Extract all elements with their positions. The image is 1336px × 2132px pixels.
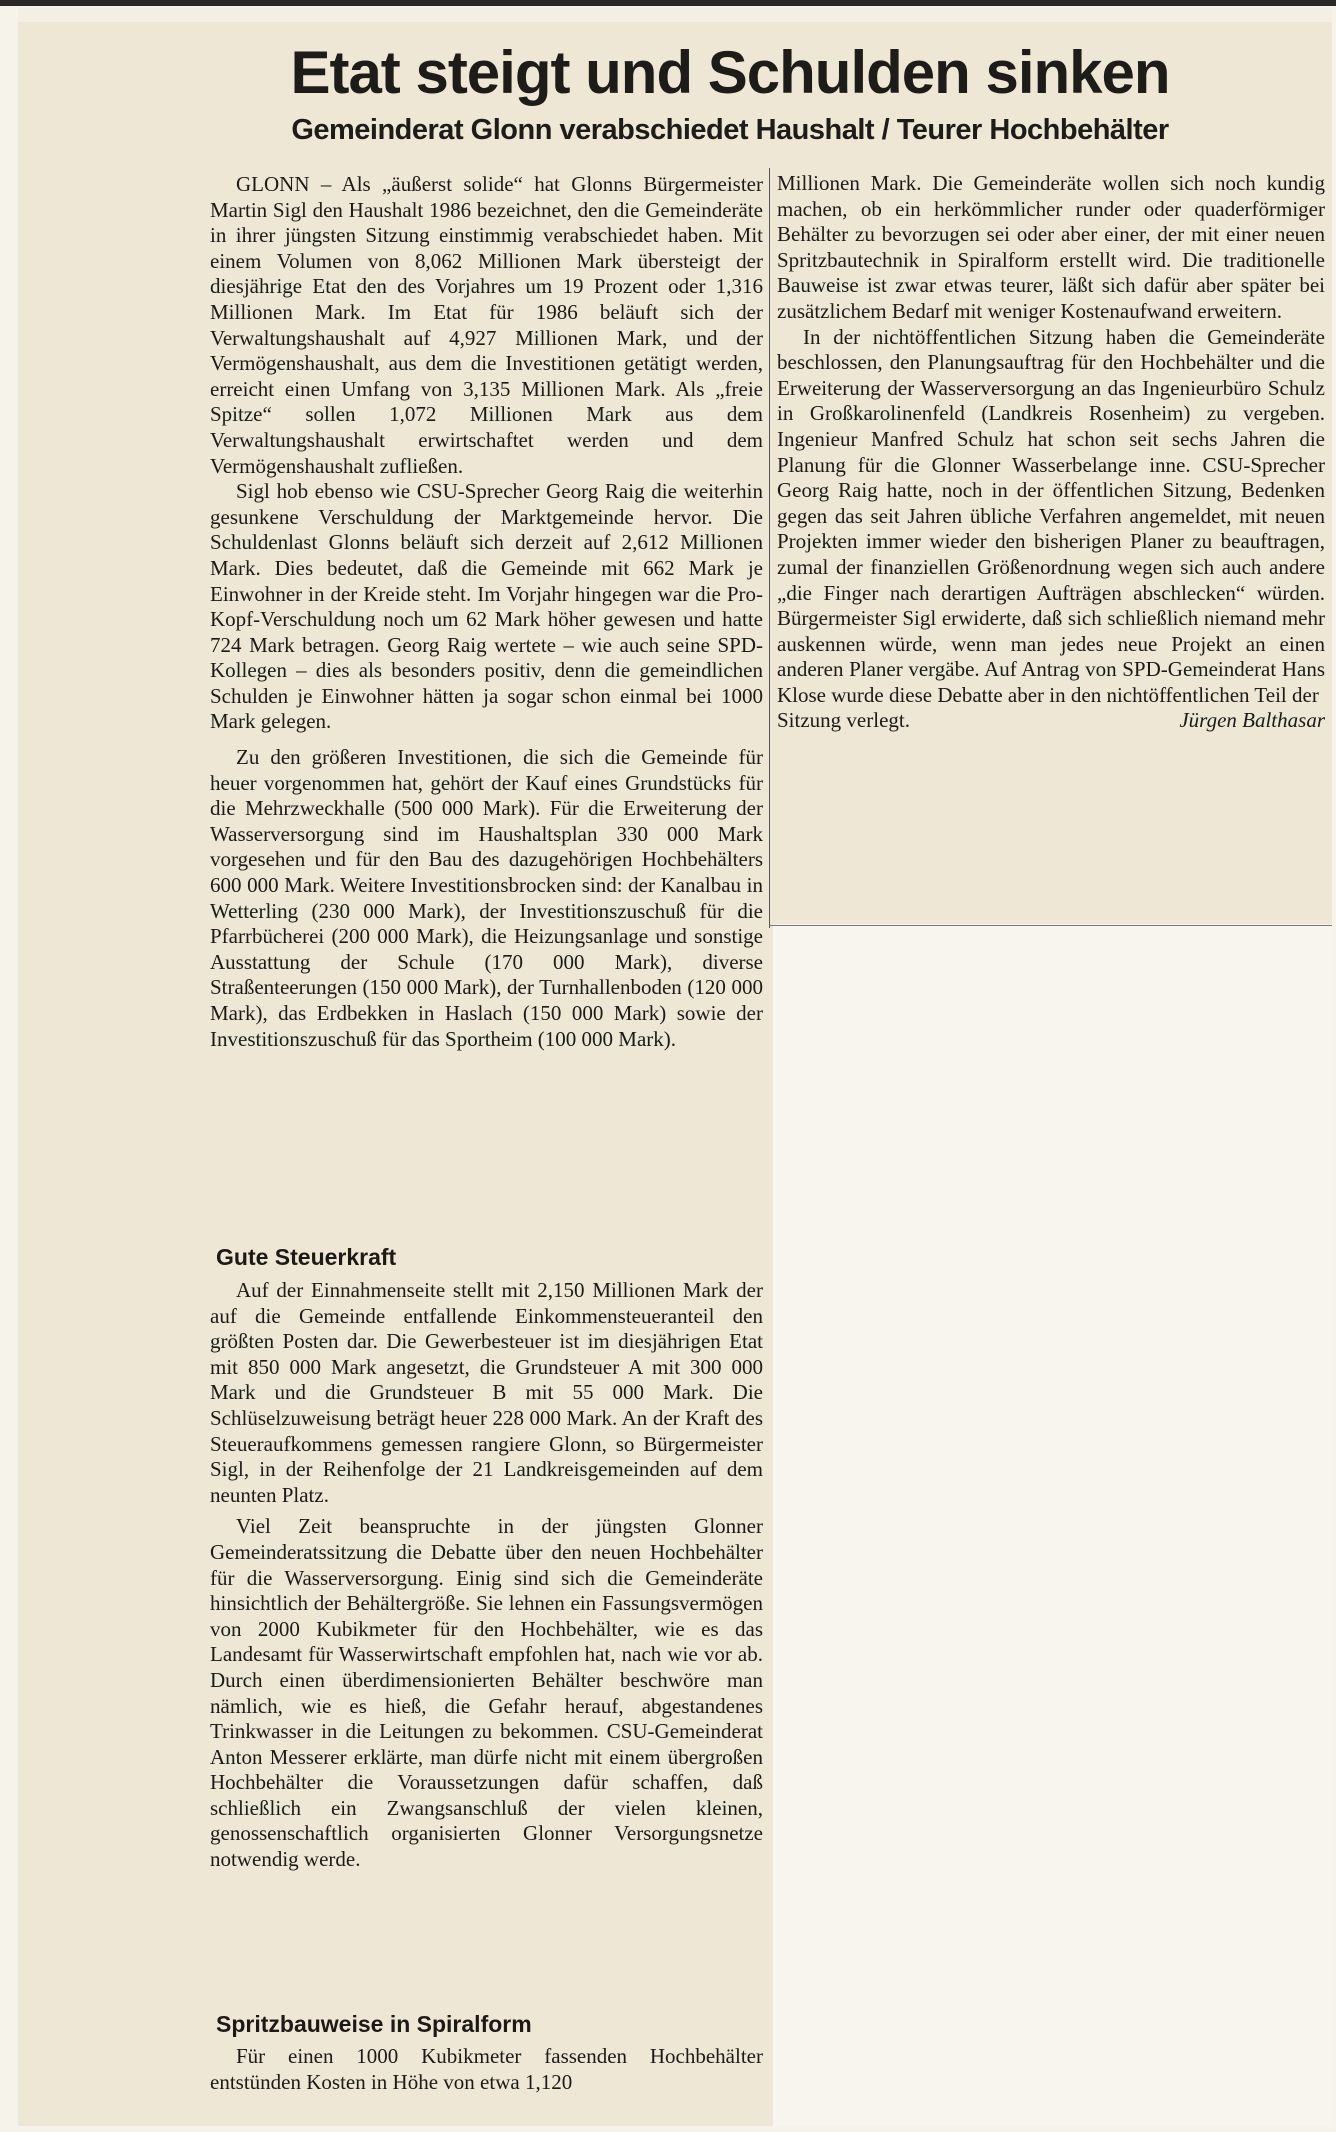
paragraph: GLONN – Als „äußerst solide“ hat Glonns Bürgermeister Martin Sigl den Haushalt 1986 bezeichnet, den die Gemeinderäte in ihrer jüngsten Sitzung einstimmig verabschiedet haben. Mit einem Volumen von 8,062 Millionen Mark übersteigt der diesjährige Etat den des Vorjahres um 19 Prozent oder 1,316 Millionen Mark. Im Etat für 1986 beläuft sich der Verwaltungshaushalt auf 4,927 Millionen Mark, und der Vermögenshaushalt, aus dem die Investitionen getätigt werden, erreicht einen Umfang von 3,135 Millionen Mark. Als „freie Spitze“ sollen 1,072 Millionen Mark aus dem Verwaltungshaushalt erwirtschaftet werden und dem Vermögenshaushalt zufließen. (210, 172, 763, 478)
section-heading: Spritzbauweise in Spiralform (216, 2011, 532, 2037)
column-divider (769, 168, 770, 928)
blank-paper-area (773, 924, 1332, 2126)
paragraph: Viel Zeit beanspruchte in der jüngsten Glonner Gemeinderatssitzung die Debatte über den neuen Hochbehälter für die Wasserversorgung. Einig sind sich die Gemeinderäte hinsichtlich der Behältergröße. Sie lehnen ein Fassungsvermögen von 2000 Kubikmeter für den Hochbehälter, wie es das Landesamt für Wasserwirtschaft empfohlen hat, nach wie vor ab. Durch einen überdimensionierten Behälter beschwöre man nämlich, wie es hieß, die Gefahr herauf, abgestandenes Trinkwasser in die Leitungen zu bekommen. CSU-Gemeinderat Anton Messerer erklärte, man dürfe nicht mit einem übergroßen Hochbehälter die Voraussetzungen dafür schaffen, daß schließlich ein Zwangsanschluß der vielen kleinen, genossenschaftlich organisierten Glonner Versorgungsnetze notwendig werde. (210, 1514, 763, 1872)
byline: Jürgen Balthasar (1179, 708, 1325, 733)
article-column-left-bottom (210, 2044, 763, 2095)
top-edge-strip (0, 0, 1336, 6)
closing-text: Sitzung verlegt. (777, 708, 910, 733)
paragraph: Sigl hob ebenso wie CSU-Sprecher Georg Raig die weiterhin gesunkene Verschuldung der Marktgemeinde hervor. Die Schuldenlast Glonns beläuft sich derzeit auf 2,612 Millionen Mark. Dies bedeutet, daß die Gemeinde mit 662 Mark je Einwohner in der Kreide steht. Im Vorjahr hingegen war die Pro-Kopf-Verschuldung noch um 62 Mark höher gewesen und hatte 724 Mark betragen. Georg Raig wertete – wie auch seine SPD-Kollegen – dies als besonders positiv, denn die gemeindlichen Schulden je Einwohner hätten ja sogar schon einmal bei 1000 Mark gelegen. (210, 479, 763, 734)
subheadline: Gemeinderat Glonn verabschiedet Haushalt / Teurer Hochbehälter (291, 114, 1169, 146)
headline: Etat steigt und Schulden sinken (290, 39, 1170, 106)
paragraph: Millionen Mark. Die Gemeinderäte wollen sich noch kundig machen, ob ein herkömmlicher runder oder quaderförmiger Behälter zu bevorzugen sei oder aber einer, der mit einer neuen Spritzbautechnik in Spiralform erstellt wird. Die traditionelle Bauweise ist zwar etwas teurer, läßt sich dafür aber später bei zusätzlichem Bedarf mit weniger Kostenaufwand erweitern. (777, 171, 1325, 323)
paragraph: Für einen 1000 Kubikmeter fassenden Hochbehälter entstünden Kosten in Höhe von etwa 1,120 (210, 2044, 763, 2094)
article-column-right (777, 171, 1325, 734)
paragraph: In der nichtöffentlichen Sitzung haben die Gemeinderäte beschlossen, den Planungsauftrag für den Hochbehälter und die Erweiterung der Wasserversorgung an das Ingenieurbüro Schulz in Großkarolinenfeld (Landkreis Rosenheim) zu vergeben. Ingenieur Manfred Schulz hat schon seit sechs Jahren die Planung für die Glonner Wasserbelange inne. CSU-Sprecher Georg Raig hatte, noch in der öffentlichen Sitzung, Bedenken gegen das seit Jahren übliche Verfahren angemeldet, mit neuen Projekten immer wieder den bisherigen Planer zu beauftragen, zumal der finanziellen Größenordnung wegen sich auch andere „die Finger nach derartigen Aufträgen abschlecken“ würden. Bürgermeister Sigl erwiderte, daß sich schließlich niemand mehr auskennen würde, wenn man jedes neue Projekt an einen anderen Planer vergäbe. Auf Antrag von SPD-Gemeinderat Hans Klose wurde diese Debatte aber in den nichtöffentlichen Teil der (777, 324, 1325, 707)
article-column-left-top (210, 172, 763, 1052)
article-column-left-middle (210, 1278, 763, 1873)
section-heading: Gute Steuerkraft (216, 1244, 397, 1270)
clipping-bottom-edge (769, 925, 1332, 926)
paragraph: Zu den größeren Investitionen, die sich die Gemeinde für heuer vorgenommen hat, gehört der Kauf eines Grundstücks für die Mehrzweckhalle (500 000 Mark). Für die Erweiterung der Wasserversorgung sind im Haushaltsplan 330 000 Mark vorgesehen und für den Bau des dazugehörigen Hochbehälters 600 000 Mark. Weitere Investitionsbrocken sind: der Kanalbau in Wetterling (230 000 Mark), der Investitionszuschuß für die Pfarrbücherei (200 000 Mark), die Heizungsanlage und sonstige Ausstattung der Schule (170 000 Mark), diverse Straßenteerungen (150 000 Mark), der Turnhallenboden (120 000 Mark), das Erdbekken in Haslach (150 000 Mark) sowie der Investitionszuschuß für das Sportheim (100 000 Mark). (210, 745, 763, 1051)
paragraph: Auf der Einnahmenseite stellt mit 2,150 Millionen Mark der auf die Gemeinde entfallende Einkommensteueranteil den größten Posten dar. Die Gewerbesteuer ist im diesjährigen Etat mit 850 000 Mark angesetzt, die Grundsteuer A mit 300 000 Mark und die Grundsteuer B mit 55 000 Mark. Die Schlüselzuweisung beträgt heuer 228 000 Mark. An der Kraft des Steueraufkommens gemessen rangiere Glonn, so Bürgermeister Sigl, in der Reihenfolge der 21 Landkreisgemeinden auf dem neunten Platz. (210, 1278, 763, 1507)
closing-line (777, 708, 1325, 734)
